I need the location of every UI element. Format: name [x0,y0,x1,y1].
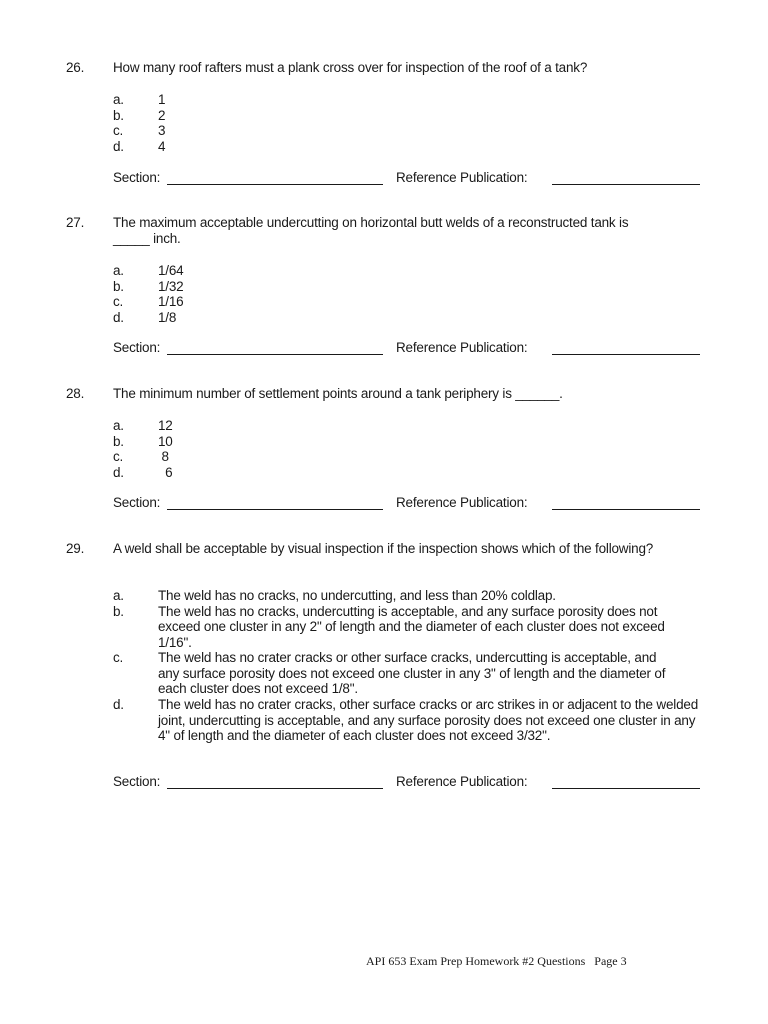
section-blank[interactable] [167,354,383,355]
reference-blank[interactable] [552,184,700,185]
option-text: The weld has no crater cracks or other surface cracks, undercutting is acceptable, and any surface porosity does not exceed one cluster in any 3" of length and the diameter of each cluster does not exceed 1/8". [158,650,666,696]
option-letter: b. [113,278,124,294]
answer-row [113,495,713,511]
option-text: 3 [158,123,166,138]
option-text: 8 [158,449,169,464]
option-letter: d. [113,464,124,480]
question-number: 29. [66,541,85,556]
option-text: 4 [158,138,166,154]
reference-label: Reference Publication: [396,495,528,510]
question-text: The minimum number of settlement points around a tank periphery is ______. [113,386,563,401]
section-blank[interactable] [167,184,383,185]
section-label: Section: [113,170,161,185]
option-text: 1 [158,92,166,107]
answer-row [113,774,713,790]
question-text: A weld shall be acceptable by visual inspection if the inspection shows which of the following? [113,541,654,556]
option-text: The weld has no cracks, undercutting is acceptable, and any surface porosity does not exceed one cluster in any 2" of length and the diameter of each cluster does not exceed 1/16". [158,603,665,650]
option-letter: b. [113,603,124,619]
section-blank[interactable] [167,509,383,510]
option-letter: d. [113,309,124,325]
answer-row [113,340,713,356]
section-label: Section: [113,340,161,355]
question-text: How many roof rafters must a plank cross over for inspection of the roof of a tank? [113,60,588,75]
option-letter: b. [113,433,124,449]
question-number: 27. [66,215,85,230]
option-text: 1/32 [158,278,184,294]
option-letter: c. [113,650,124,665]
page-footer: API 653 Exam Prep Homework #2 Questions Page 3 [366,954,627,968]
question-number: 28. [66,386,85,401]
section-label: Section: [113,495,161,510]
option-text: The weld has no cracks, no undercutting, and less than 20% coldlap. [158,588,556,603]
section-blank[interactable] [167,788,383,789]
option-text: 1/64 [158,263,184,278]
option-letter: a. [113,263,124,278]
answer-row [113,170,713,186]
option-letter: c. [113,123,124,138]
option-text: 10 [158,433,173,449]
option-text: 1/8 [158,309,177,325]
option-letter: c. [113,449,124,464]
option-text: 12 [158,418,173,433]
reference-blank[interactable] [552,509,700,510]
option-letter: a. [113,92,124,107]
question-number: 26. [66,60,85,75]
reference-label: Reference Publication: [396,170,528,185]
reference-blank[interactable] [552,354,700,355]
option-letter: a. [113,418,124,433]
option-text: 2 [158,107,166,123]
option-letter: c. [113,294,124,309]
option-text: The weld has no crater cracks, other surface cracks or arc strikes in or adjacent to the welded joint, undercutting is acceptable, and any surface porosity does not exceed one cluster in any 4" of length and the diameter of each cluster does not exceed 3/32". [158,697,698,743]
reference-blank[interactable] [552,788,700,789]
option-letter: d. [113,138,124,154]
option-letter: b. [113,107,124,123]
question-text: The maximum acceptable undercutting on horizontal butt welds of a reconstructed tank is _____ inch. [113,215,629,246]
option-letter: d. [113,697,124,712]
reference-label: Reference Publication: [396,774,528,789]
option-letter: a. [113,588,124,603]
option-text: 1/16 [158,294,184,309]
section-label: Section: [113,774,161,789]
option-text: 6 [158,464,173,480]
reference-label: Reference Publication: [396,340,528,355]
